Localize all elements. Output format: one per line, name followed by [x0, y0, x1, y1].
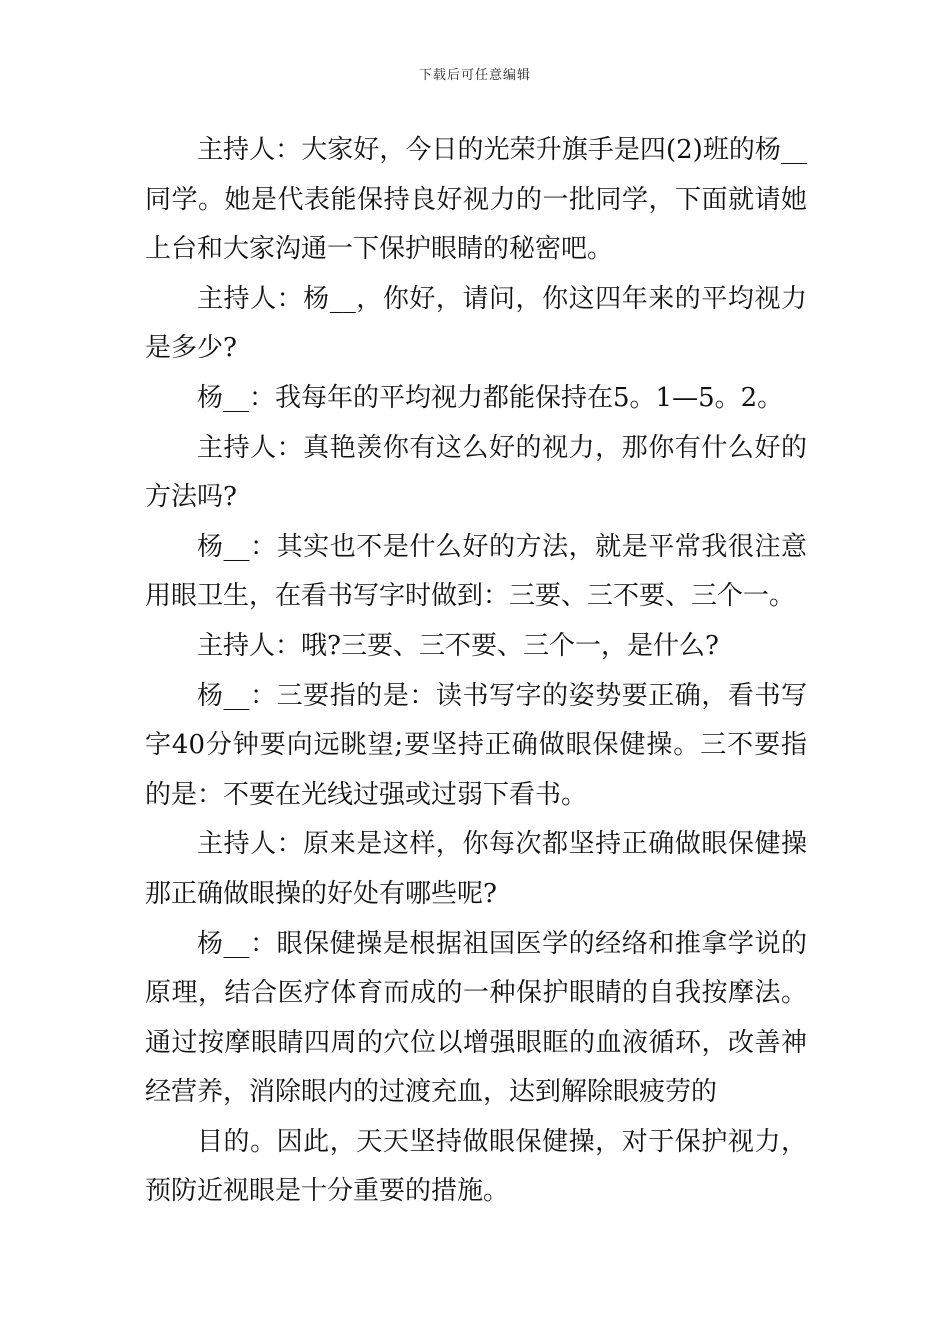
paragraph-1: 主持人：大家好，今日的光荣升旗手是四(2)班的杨__同学。她是代表能保持良好视力的一批同学，下面就请她上台和大家沟通一下保护眼睛的秘密吧。 — [145, 135, 807, 265]
paragraph-10: 目的。因此，天天坚持做眼保健操，对于保护视力，预防近视眼是十分重要的措施。 — [145, 1126, 807, 1207]
paragraph-2: 主持人：杨__，你好，请问，你这四年来的平均视力是多少? — [145, 283, 807, 364]
paragraph-7: 杨__：三要指的是：读书写字的姿势要正确，看书写字40分钟要向远眺望;要坚持正确做眼保健操。三不要指的是：不要在光线过强或过弱下看书。 — [145, 680, 807, 810]
paragraph-6: 主持人：哦?三要、三不要、三个一，是什么? — [197, 630, 719, 661]
paragraph-8: 主持人：原来是这样，你每次都坚持正确做眼保健操那正确做眼操的好处有哪些呢? — [145, 829, 807, 909]
document-body — [145, 126, 807, 1217]
paragraph-4: 主持人：真艳羡你有这么好的视力，那你有什么好的方法吗? — [145, 432, 807, 513]
paragraph-3: 杨__：我每年的平均视力都能保持在5。1—5。2。 — [197, 382, 784, 413]
page-header-note: 下载后可任意编辑 — [418, 68, 531, 83]
paragraph-9: 杨__：眼保健操是根据祖国医学的经络和推拿学说的原理，结合医疗体育而成的一种保护眼睛的自我按摩法。通过按摩眼睛四周的穴位以增强眼眶的血液循环，改善神经营养，消除眼内的过渡充血，达到解除眼疲劳的 — [145, 928, 807, 1108]
paragraph-5: 杨__：其实也不是什么好的方法，就是平常我很注意用眼卫生，在看书写字时做到：三要、三不要、三个一。 — [145, 531, 807, 612]
